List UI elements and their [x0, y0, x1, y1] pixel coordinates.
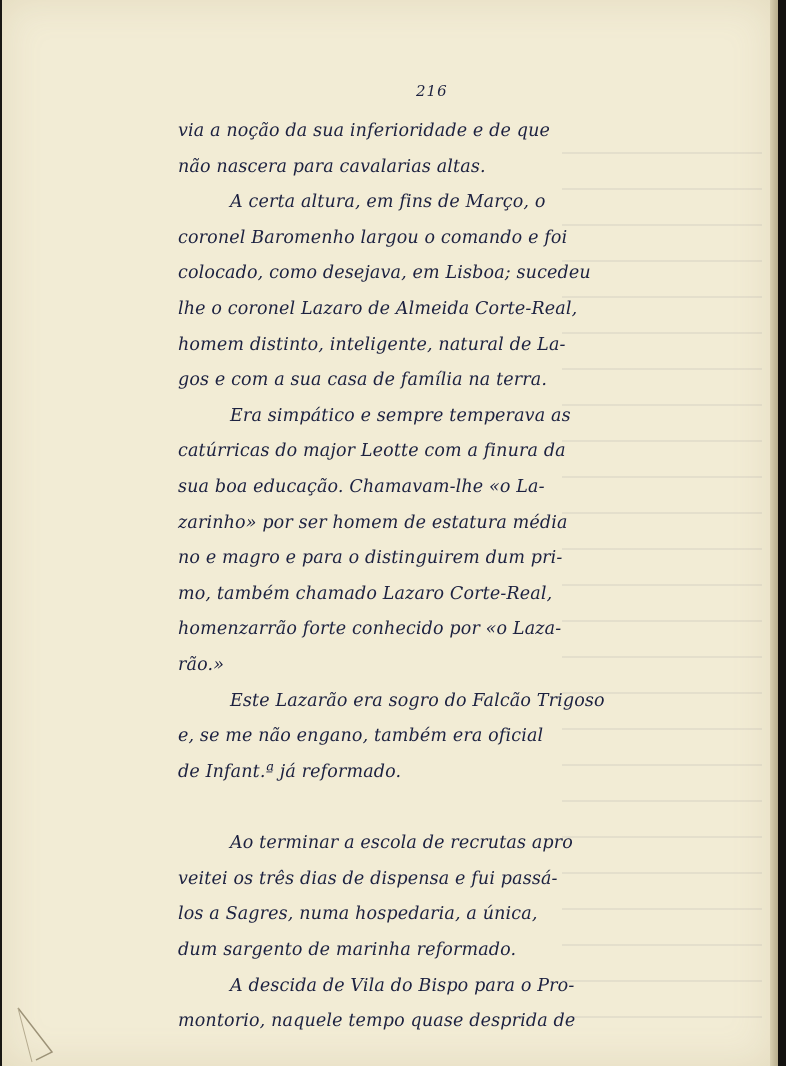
text-line: montorio, naquele tempo quase desprida de — [178, 1011, 576, 1032]
text-line: Este Lazarão era sogro do Falcão Trigoso — [230, 690, 605, 711]
text-line: gos e com a sua casa de família na terra. — [178, 370, 548, 391]
text-line: homenzarrão forte conhecido por «o Laza- — [178, 619, 562, 640]
text-line: zarinho» por ser homem de estatura média — [178, 512, 568, 533]
text-line: mo, também chamado Lazaro Corte-Real, — [178, 583, 553, 604]
text-line: dum sargento de marinha reformado. — [178, 940, 517, 961]
text-line: sua boa educação. Chamavam-lhe «o La- — [178, 476, 545, 497]
text-line: los a Sagres, numa hospedaria, a única, — [178, 904, 538, 925]
text-line: catúrricas do major Leotte com a finura da — [178, 441, 566, 462]
scan-border — [778, 0, 786, 1066]
text-line: colocado, como desejava, em Lisboa; sucedeu — [178, 263, 591, 284]
text-line: A descida de Vila do Bispo para o Pro- — [230, 975, 575, 996]
paragraph-gap — [178, 790, 678, 826]
text-line: lhe o coronel Lazaro de Almeida Corte-Real, — [178, 298, 578, 319]
text-line: coronel Baromenho largou o comando e foi — [178, 227, 568, 248]
manuscript-page — [2, 0, 772, 1066]
text-line: de Infant.ª já reformado. — [178, 761, 402, 782]
page-edge — [770, 0, 778, 1066]
text-line: via a noção da sua inferioridade e de que — [178, 121, 551, 141]
text-line: e, se me não engano, também era oficial — [178, 726, 544, 747]
page-number: 216 — [416, 82, 448, 100]
folded-corner-icon — [12, 990, 72, 1066]
text-line: homem distinto, inteligente, natural de La- — [178, 334, 566, 355]
text-line: A certa altura, em fins de Março, o — [230, 192, 546, 213]
text-line: no e magro e para o distinguirem dum pri- — [178, 548, 563, 569]
text-line: não nascera para cavalarias altas. — [178, 156, 486, 177]
text-line: Ao terminar a escola de recrutas apro — [230, 833, 573, 854]
text-line: rão.» — [178, 654, 225, 675]
text-line: Era simpático e sempre temperava as — [230, 405, 571, 426]
handwritten-text-block — [178, 114, 678, 1040]
text-line: veitei os três dias de dispensa e fui passá- — [178, 868, 558, 889]
